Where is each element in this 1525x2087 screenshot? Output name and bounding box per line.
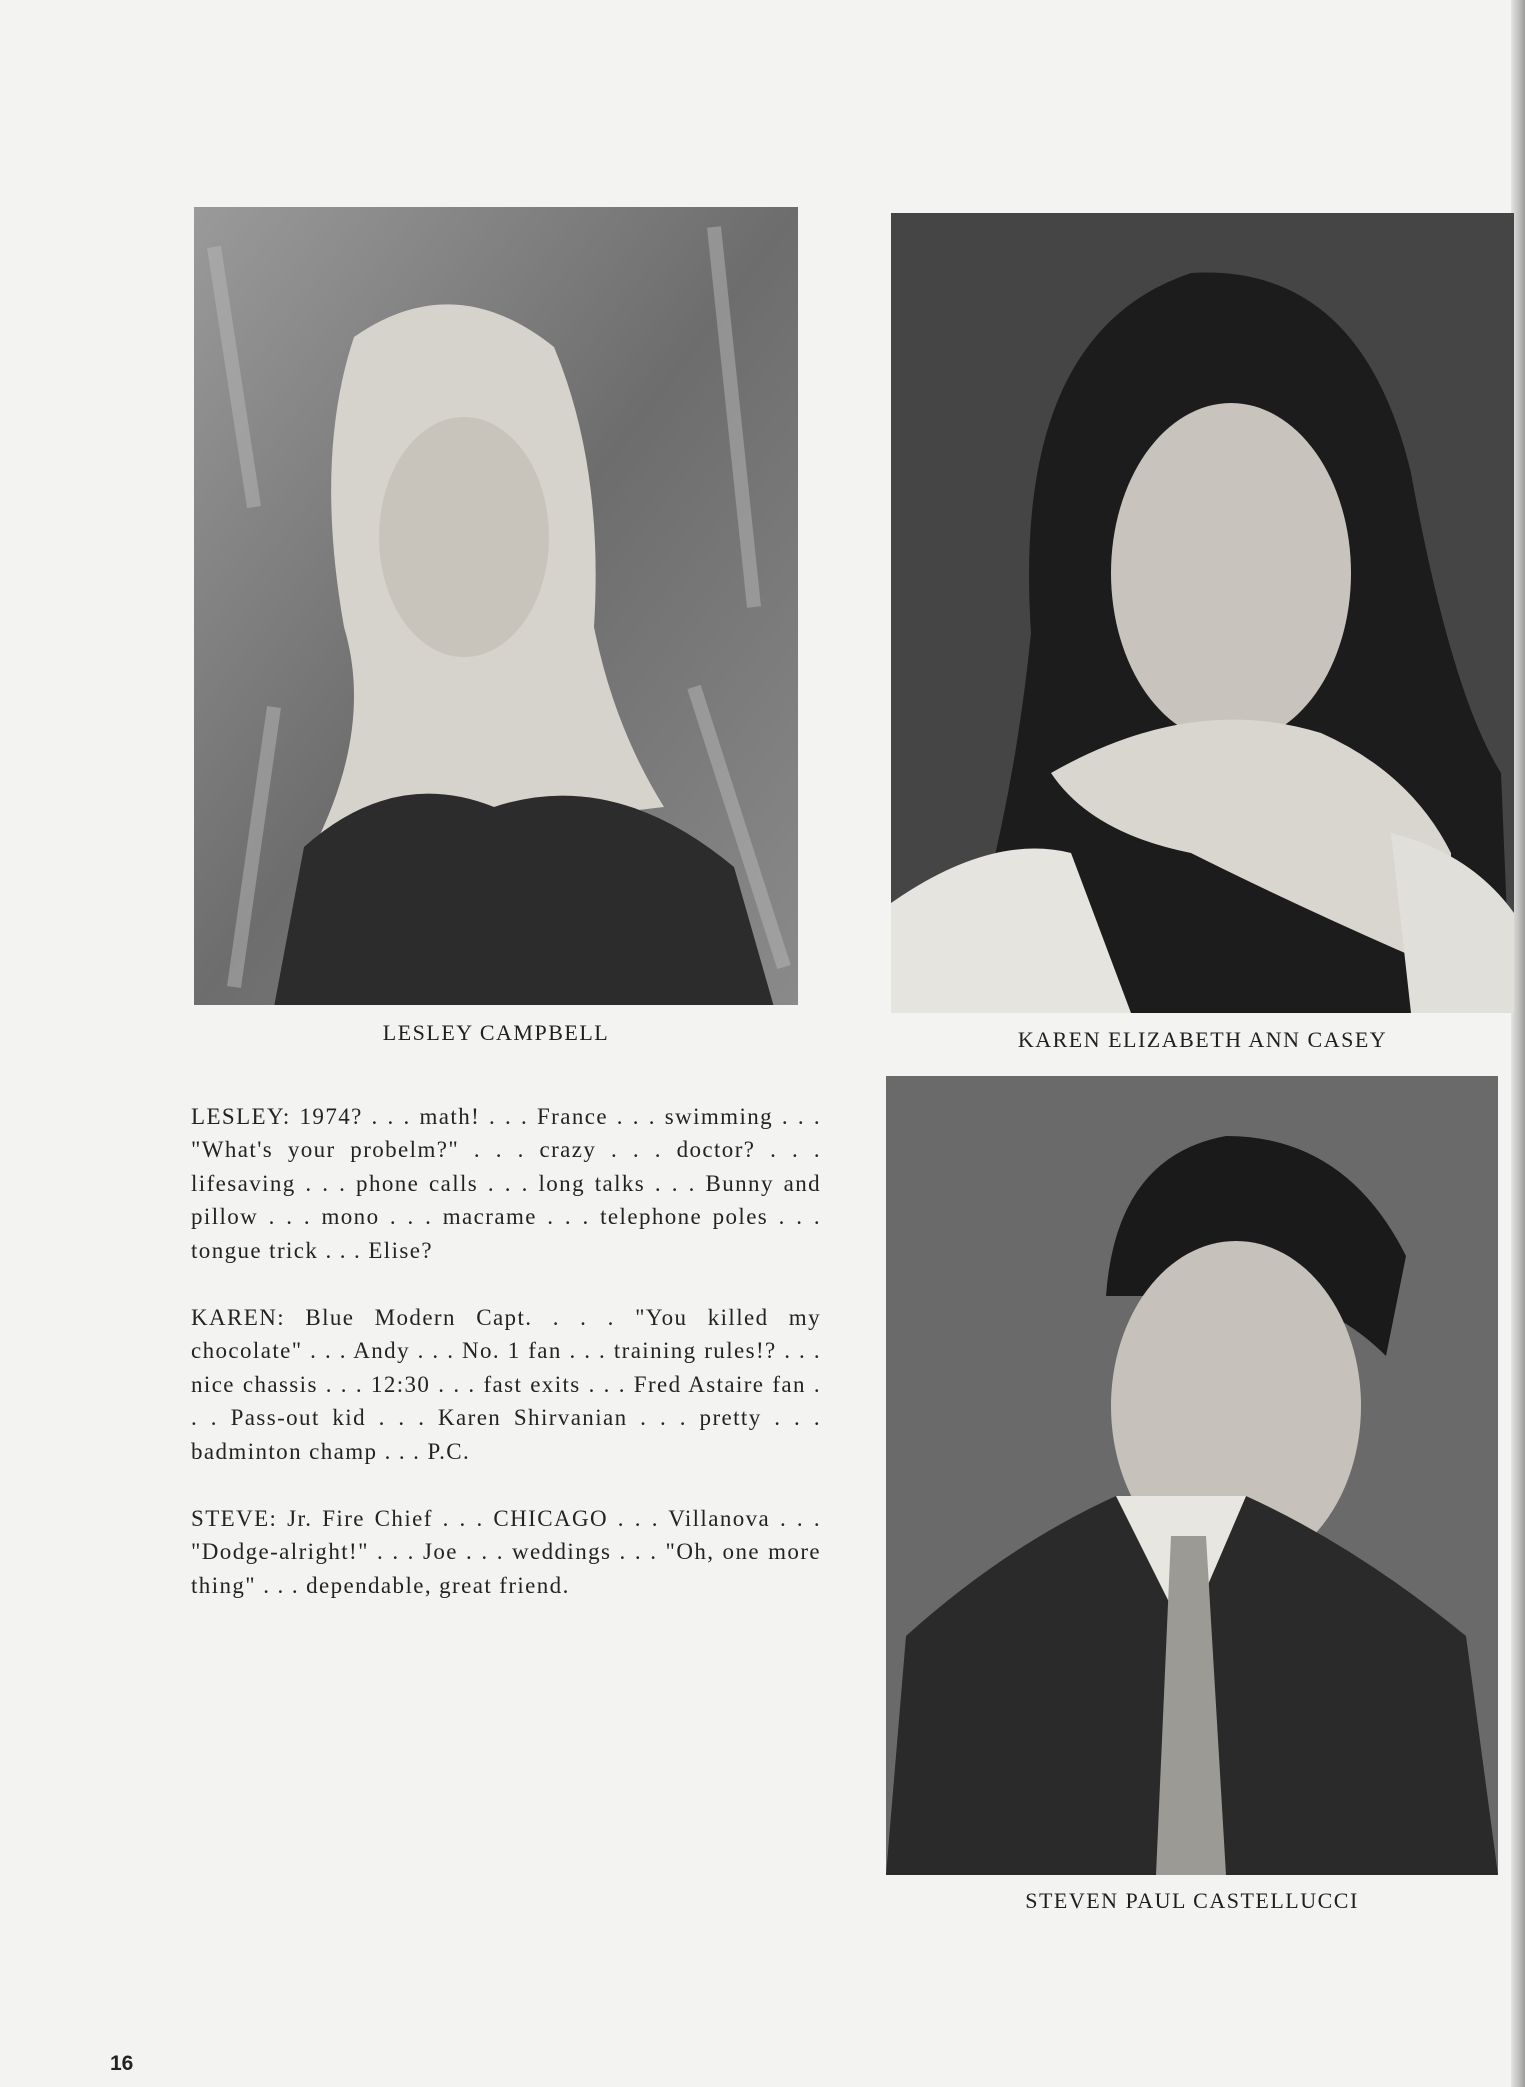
caption-steven: STEVEN PAUL CASTELLUCCI xyxy=(1025,1888,1359,1913)
portrait-photo-lesley xyxy=(194,207,798,1005)
caption-karen: KAREN ELIZABETH ANN CASEY xyxy=(1017,1027,1388,1052)
page-number: 16 xyxy=(110,2052,134,2075)
blurb-steve: STEVE: Jr. Fire Chief . . . CHICAGO . . . Villanova . . . "Dodge-alright!" . . . Joe . . . weddings . . . "Oh, one more thing" . . . dependable, great friend. xyxy=(191,1506,821,1598)
blurb-karen: KAREN: Blue Modern Capt. . . . "You killed my chocolate" . . . Andy . . . No. 1 fan . . . training rules!? . . . nice chassis . . . 12:30 . . . fast exits . . . Fred Astaire fan . . . Pass-out kid . . . Karen Shirvanian . . . pretty . . . badminton champ . . . P.C. xyxy=(191,1305,821,1464)
caption-lesley: LESLEY CAMPBELL xyxy=(382,1020,610,1045)
senior-blurbs xyxy=(191,1100,821,1636)
blurb-lesley: LESLEY: 1974? . . . math! . . . France . . . swimming . . . "What's your probelm?" . . . crazy . . . doctor? . . . lifesaving . . . phone calls . . . long talks . . . Bunny and pillow . . . mono . . . macrame . . . telephone poles . . . tongue trick . . . Elise? xyxy=(191,1104,821,1263)
portrait-photo-steven xyxy=(886,1076,1498,1875)
portrait-photo-karen xyxy=(891,213,1514,1013)
